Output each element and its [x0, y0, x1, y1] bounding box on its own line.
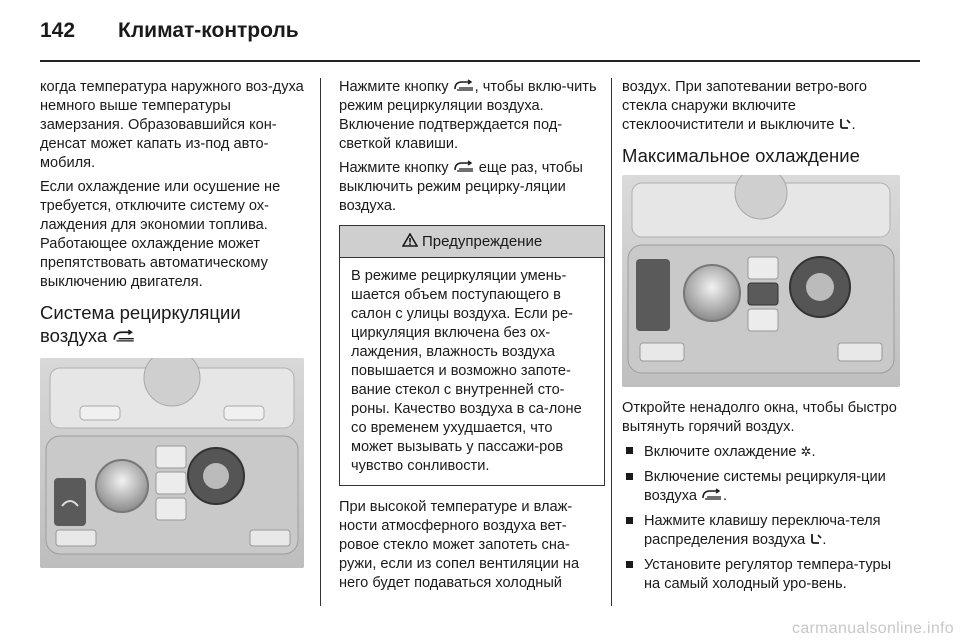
page-header: [40, 0, 920, 62]
heading-text: Система рециркуляции воздуха: [40, 302, 241, 346]
header-rule: [40, 60, 920, 62]
recirculation-icon: [701, 488, 723, 501]
warning-text: В режиме рециркуляции умень-шается объем поступающего в салон с улицы воздуха. Если ре-циркуляция включена без ох-лаждения, влажность воздуха повышается и возможно запоте-вание стекол с внутренней сто-роны. Качество воздуха в са-лоне со временем ухудшается, что может вызывать у пассажи-ров чувство сонливости.: [351, 268, 582, 474]
page-number: 142: [40, 19, 76, 42]
paragraph: Если охлаждение или осушение не требуется, отключите систему ох-лаждения для экономии топлива. Работающее охлаждение может препятствовать автоматическому выключению двигателя.: [40, 179, 281, 290]
air-distribution-icon: [838, 117, 851, 130]
snowflake-icon: ✲: [800, 444, 812, 459]
paragraph: [339, 159, 605, 216]
warning-title: Предупреждение: [422, 233, 543, 250]
paragraph: При высокой температуре и влаж-ности атмосферного воздуха вет-ровое стекло может запотеть сна-ружи, если из сопел вентиляции на него будет подаваться холодный: [339, 499, 580, 591]
watermark: carmanualsonline.info: [792, 620, 954, 637]
warning-header: [340, 226, 604, 258]
text-run: еще раз, чтобы выключить режим рецирку-ляции воздуха.: [339, 160, 583, 214]
column-right: [622, 78, 904, 600]
list-item: [622, 442, 904, 462]
climate-panel-photo: [622, 175, 900, 387]
column-divider: [611, 78, 612, 606]
recirculation-icon: [453, 160, 475, 173]
text-run: воздух. При запотевании ветро-вого стекла снаружи включите стеклоочистители и выключите: [622, 79, 868, 133]
list-item: Установите регулятор темпера-туры на самый холодный уро-вень.: [622, 556, 904, 594]
paragraph: Откройте ненадолго окна, чтобы быстро вытянуть горячий воздух.: [622, 400, 897, 435]
list-item: [622, 512, 904, 550]
text-run: .: [851, 117, 856, 133]
text-run: Нажмите кнопку: [339, 160, 449, 176]
column-middle: [339, 78, 605, 598]
paragraph: [622, 78, 904, 135]
text-run: .: [822, 532, 827, 548]
text-run: Включение системы рециркуля-ции воздуха: [644, 469, 886, 504]
text-run: , чтобы вклю-чить режим рециркуляции воздуха. Включение подтверждается под-светкой клавиши.: [339, 79, 597, 152]
paragraph: [339, 78, 605, 154]
text-run: Нажмите клавишу переключа-теля распределения воздуха: [644, 513, 881, 548]
text-run: .: [811, 444, 816, 460]
bullet-list: [622, 442, 904, 594]
text-run: Включите охлаждение: [644, 444, 797, 460]
recirculation-icon: [112, 329, 136, 343]
air-distribution-icon: [809, 532, 822, 545]
text-run: .: [723, 488, 728, 504]
warning-box: [339, 225, 605, 486]
column-divider: [320, 78, 321, 606]
section-title: Климат-контроль: [118, 19, 299, 42]
column-left: [40, 78, 304, 568]
warning-triangle-icon: [402, 233, 418, 247]
section-heading: [40, 301, 304, 347]
paragraph: когда температура наружного воз-духа немного выше температуры замерзания. Образовавшийся кон-денсат может капать из-под авто-мобиля.: [40, 79, 304, 171]
recirculation-icon: [453, 79, 475, 92]
text-run: Нажмите кнопку: [339, 79, 449, 95]
section-heading: Максимальное охлаждение: [622, 145, 860, 166]
climate-panel-photo: [40, 358, 304, 568]
list-item: [622, 468, 904, 506]
